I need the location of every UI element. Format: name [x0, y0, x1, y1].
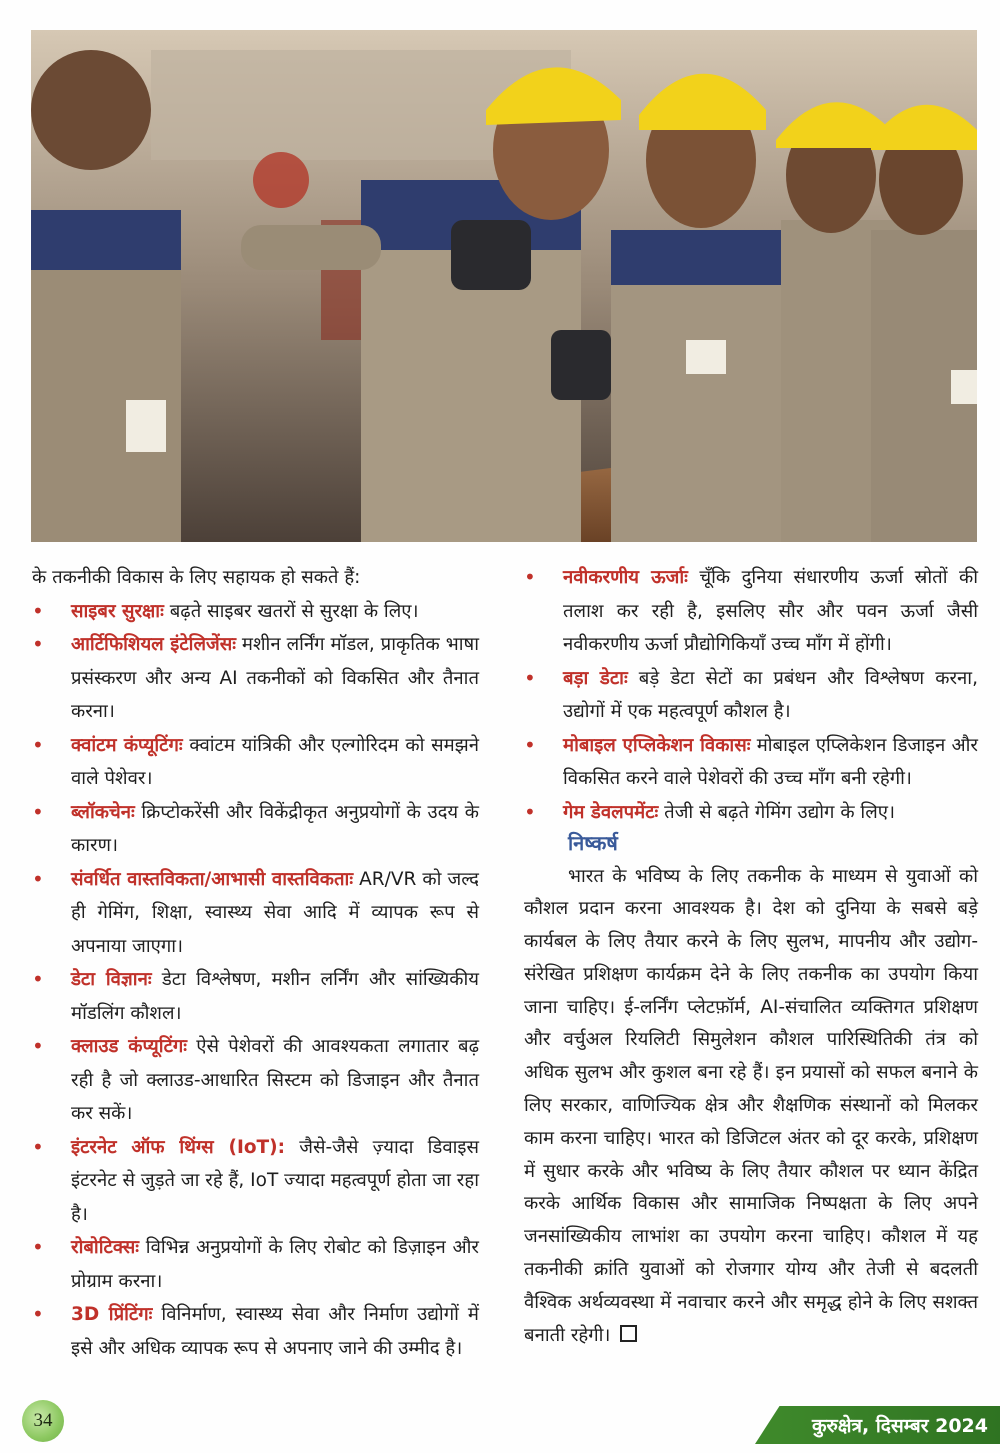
- item-text: AR/VR को जल्द ही गेमिंग, शिक्षा, स्वास्थ्य सेवा आदि में व्यापक रूप से अपनाया जाएगा।: [71, 868, 479, 957]
- list-item: [32, 595, 479, 629]
- item-text: डेटा विश्लेषण, मशीन लर्निंग और सांख्यिकीय मॉडलिंग कौशल।: [71, 969, 479, 1024]
- item-term: क्वांटम कंप्यूटिंगः: [71, 734, 183, 756]
- item-term: रोबोटिक्सः: [71, 1237, 140, 1258]
- item-term: डेटा विज्ञानः: [71, 969, 152, 990]
- item-term: मोबाइल एप्लिकेशन विकासः: [563, 734, 751, 756]
- list-item: [32, 796, 479, 863]
- item-text: बढ़ते साइबर खतरों से सुरक्षा के लिए।: [163, 600, 419, 622]
- conclusion-paragraph: [524, 861, 978, 1353]
- item-term: संवर्धित वास्तविकता/आभासी वास्तविकताः: [71, 868, 354, 890]
- item-term: साइबर सुरक्षाः: [71, 600, 164, 622]
- list-item: [32, 1231, 479, 1298]
- list-item: [32, 963, 479, 1030]
- item-text: क्वांटम यांत्रिकी और एल्गोरिदम को समझने वाले पेशेवर।: [71, 734, 480, 789]
- list-item: [524, 729, 978, 796]
- bullet-icon: •: [524, 565, 536, 589]
- bullet-icon: •: [32, 632, 44, 656]
- item-text: तेजी से बढ़ते गेमिंग उद्योग के लिए।: [658, 801, 896, 823]
- item-term: गेम डेवलपमेंटः: [563, 801, 659, 823]
- item-term: इंटरनेट ऑफ थिंग्स (IoT):: [71, 1136, 286, 1158]
- bullet-icon: •: [32, 799, 44, 824]
- list-item: [32, 1298, 479, 1365]
- page-number: 34: [22, 1400, 64, 1442]
- item-text: क्रिप्टोकरेंसी और विकेंद्रीकृत अनुप्रयोगों के उदय के कारण।: [71, 801, 479, 856]
- list-item: [524, 561, 978, 662]
- item-text: मोबाइल एप्लिकेशन डिजाइन और विकसित करने वाले पेशेवरों की उच्च माँग बनी रहेगी।: [563, 734, 978, 789]
- bullet-icon: •: [32, 1134, 44, 1159]
- list-item: [32, 863, 479, 964]
- left-column: [32, 561, 479, 1365]
- bullet-icon: •: [32, 598, 44, 623]
- bullet-icon: •: [32, 1034, 44, 1058]
- item-text: बड़े डेटा सेटों का प्रबंधन और विश्लेषण करना, उद्योगों में एक महत्वपूर्ण कौशल है।: [563, 667, 978, 722]
- trainees-workshop-photo: [31, 30, 977, 542]
- bullet-icon: •: [32, 1235, 44, 1259]
- item-text: विनिर्माण, स्वास्थ्य सेवा और निर्माण उद्योगों में इसे और अधिक व्यापक रूप से अपनाए जाने की उम्मीद है।: [71, 1304, 479, 1359]
- publication-footer: कुरुक्षेत्र, दिसम्बर 2024: [811, 1415, 988, 1437]
- list-item: [32, 1030, 479, 1131]
- bullet-icon: •: [32, 866, 44, 891]
- item-term: ब्लॉकचेनः: [71, 801, 135, 823]
- list-item: [524, 662, 978, 729]
- item-term: नवीकरणीय ऊर्जाः: [563, 567, 688, 588]
- item-text: जैसे-जैसे ज़्यादा डिवाइस इंटरनेट से जुड़ते जा रहे हैं, IoT ज्यादा महत्वपूर्ण होता जा रहा है।: [71, 1136, 479, 1225]
- item-text: ऐसे पेशेवरों की आवश्यकता लगातार बढ़ रही है जो क्लाउड-आधारित सिस्टम को डिजाइन और तैनात कर सकें।: [71, 1036, 479, 1124]
- item-term: क्लाउड कंप्यूटिंगः: [71, 1036, 188, 1057]
- list-item: [32, 1131, 479, 1232]
- item-term: 3D प्रिंटिंगः: [71, 1304, 153, 1325]
- end-mark-icon: [620, 1325, 637, 1342]
- bullet-icon: •: [32, 967, 44, 991]
- item-text: मशीन लर्निंग मॉडल, प्राकृतिक भाषा प्रसंस्करण और अन्य AI तकनीकों को विकसित और तैनात करना।: [71, 634, 479, 722]
- bullet-icon: •: [32, 732, 44, 757]
- bullet-icon: •: [32, 1302, 44, 1326]
- item-term: बड़ा डेटाः: [563, 667, 628, 689]
- bullet-icon: •: [524, 665, 536, 690]
- lead-line: के तकनीकी विकास के लिए सहायक हो सकते हैं:: [32, 567, 361, 588]
- list-item: [32, 729, 479, 796]
- item-text: चूँकि दुनिया संधारणीय ऊर्जा स्रोतों की तलाश कर रही है, इसलिए सौर और पवन ऊर्जा जैसी नवीकरणीय ऊर्जा प्रौद्योगिकियाँ उच्च माँग में होंगी।: [563, 567, 978, 655]
- bullet-icon: •: [524, 799, 536, 824]
- list-item: [32, 628, 479, 729]
- item-term: आर्टिफिशियल इंटेलिजेंसः: [71, 634, 236, 655]
- list-item: [524, 796, 978, 830]
- conclusion-text: भारत के भविष्य के लिए तकनीक के माध्यम से युवाओं को कौशल प्रदान करना आवश्यक है। देश को दुनिया के सबसे बड़े कार्यबल के लिए तैयार करने के लिए सुलभ, मापनीय और उद्योग-संरेखित प्रशिक्षण कार्यक्रम देने के लिए तकनीक का उपयोग किया जाना चाहिए। ई-लर्निंग प्लेटफ़ॉर्म, AI-संचालित व्यक्तिगत प्रशिक्षण और वर्चुअल रियलिटी सिमुलेशन कौशल पारिस्थितिकी तंत्र को अधिक सुलभ और कुशल बना रहे हैं। इन प्रयासों को सफल बनाने के लिए सरकार, वाणिज्यिक क्षेत्र और शैक्षणिक संस्थानों को मिलकर काम करना चाहिए। भारत को डिजिटल अंतर को दूर करके, प्रशिक्षण में सुधार करके और भविष्य के लिए तैयार कौशल पर ध्यान केंद्रित करके आर्थिक विकास और सामाजिक निष्पक्षता के लिए अपने जनसांख्यिकीय लाभांश का उपयोग करना चाहिए। कौशल में यह तकनीकी क्रांति युवाओं को रोजगार योग्य और तेजी से बदलती वैश्विक अर्थव्यवस्था में नवाचार करने और समृद्ध होने के लिए सशक्त बनाती रहेगी।: [524, 865, 978, 1346]
- item-text: विभिन्न अनुप्रयोगों के लिए रोबोट को डिज़ाइन और प्रोग्राम करना।: [71, 1237, 479, 1292]
- right-column: [524, 561, 978, 1352]
- bullet-icon: •: [524, 732, 536, 757]
- section-heading: निष्कर्ष: [568, 831, 618, 855]
- photo-illustration: [31, 30, 977, 542]
